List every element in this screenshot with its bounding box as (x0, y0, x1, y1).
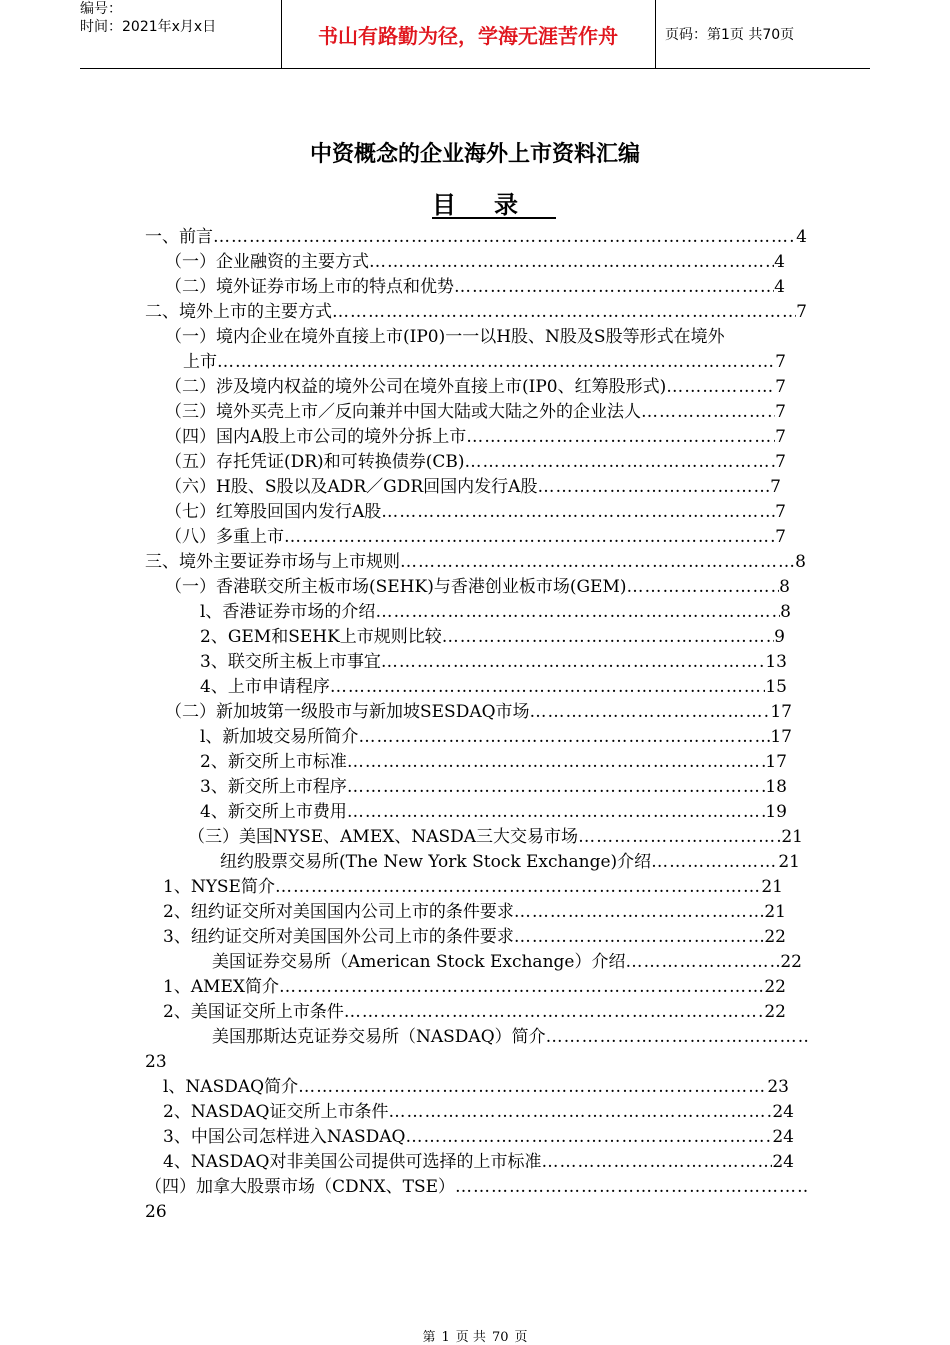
toc-entry[interactable]: （五）存托凭证(DR)和可转换债券(CB) …………………………………………………………………………………………………………………………………………………………………………………………………………………… 7 (165, 450, 786, 474)
toc-entry[interactable]: l、NASDAQ简介 …………………………………………………………………………………………………………………………………………………………………………………………………………………… 23 (163, 1075, 789, 1099)
toc-entry[interactable]: 美国那斯达克证券交易所（NASDAQ）简介 …………………………………………………………………………………………………………………………………………………………………………………………………………………… (212, 1025, 809, 1049)
toc-entry-page[interactable]: 23 (145, 1052, 167, 1072)
header-motto: 书山有路勤为径，学海无涯苦作舟 (318, 23, 618, 48)
toc-entry[interactable]: （二）新加坡第一级股市与新加坡SESDAQ市场 …………………………………………………………………………………………………………………………………………………………………………………………………………………… 17 (165, 700, 792, 724)
toc-entry[interactable]: （二）境外证券市场上市的特点和优势 …………………………………………………………………………………………………………………………………………………………………………………………………………………… 4 (165, 275, 785, 299)
toc-entry[interactable]: 三、境外主要证券市场与上市规则 …………………………………………………………………………………………………………………………………………………………………………………………………………………… 8 (145, 550, 806, 574)
toc-heading: 目录 (432, 190, 556, 219)
toc-entry[interactable]: 4、新交所上市费用 …………………………………………………………………………………………………………………………………………………………………………………………………………………… 19 (200, 800, 787, 824)
toc-entry[interactable]: （二）涉及境内权益的境外公司在境外直接上市(IP0、红筹股形式) …………………………………………………………………………………………………………………………………………………………………………………………………………………… 7 (165, 375, 786, 399)
header-page-label: 页码：第1页 共70页 (665, 27, 795, 43)
toc-entry[interactable]: 4、上市申请程序 …………………………………………………………………………………………………………………………………………………………………………………………………………………… 15 (200, 675, 787, 699)
toc-entry[interactable]: （八）多重上市 …………………………………………………………………………………………………………………………………………………………………………………………………………………… 7 (165, 525, 786, 549)
toc-entry[interactable]: （三）美国NYSE、AMEX、NASDA三大交易市场 …………………………………………………………………………………………………………………………………………………………………………………………………………………… 21 (188, 825, 803, 849)
toc-entry[interactable]: （四）国内A股上市公司的境外分拆上市 …………………………………………………………………………………………………………………………………………………………………………………………………………………… 7 (165, 425, 786, 449)
document-title: 中资概念的企业海外上市资料汇编 (309, 141, 640, 167)
number-label: 编号： (80, 1, 122, 17)
page-footer: 第 1 页 共 70 页 (422, 1330, 528, 1345)
toc-entry[interactable]: 2、新交所上市标准 …………………………………………………………………………………………………………………………………………………………………………………………………………………… 17 (200, 750, 787, 774)
toc-entry[interactable]: 1、NYSE简介 …………………………………………………………………………………………………………………………………………………………………………………………………………………… 21 (163, 875, 783, 899)
toc-entry[interactable]: 3、纽约证交所对美国国外公司上市的条件要求 …………………………………………………………………………………………………………………………………………………………………………………………………………………… 22 (163, 925, 786, 949)
toc-entry[interactable]: 2、NASDAQ证交所上市条件 …………………………………………………………………………………………………………………………………………………………………………………………………………………… 24 (163, 1100, 794, 1124)
toc-entry[interactable]: 一、前言 …………………………………………………………………………………………………………………………………………………………………………………………………………………… 4 (145, 225, 807, 249)
toc-entry[interactable]: 3、中国公司怎样进入NASDAQ …………………………………………………………………………………………………………………………………………………………………………………………………………………… 24 (163, 1125, 794, 1149)
toc-entry[interactable]: 纽约股票交易所(The New York Stock Exchange)介绍 …………………………………………………………………………………………………………………………………………………………………………………………………………………… 21 (220, 850, 800, 874)
current-page: 1 (441, 1330, 450, 1345)
toc-entry[interactable]: （一）香港联交所主板市场(SEHK)与香港创业板市场(GEM) …………………………………………………………………………………………………………………………………………………………………………………………………………………… 8 (165, 575, 790, 599)
toc-entry-page[interactable]: 26 (145, 1202, 167, 1222)
toc-entry[interactable]: （一）境内企业在境外直接上市(IP0)一一以H股、N股及S股等形式在境外 (165, 327, 725, 347)
total-pages: 70 (491, 1330, 509, 1345)
toc-entry[interactable]: （七）红筹股回国内发行A股 …………………………………………………………………………………………………………………………………………………………………………………………………………………… 7 (165, 500, 786, 524)
time-label: 时间：2021年x月x日 (80, 19, 217, 35)
toc-entry[interactable]: 3、新交所上市程序 …………………………………………………………………………………………………………………………………………………………………………………………………………………… 18 (200, 775, 787, 799)
toc-entry[interactable]: （一）企业融资的主要方式 …………………………………………………………………………………………………………………………………………………………………………………………………………………… 4 (165, 250, 785, 274)
page-header (80, 0, 870, 69)
toc-entry[interactable]: 4、NASDAQ对非美国公司提供可选择的上市标准 …………………………………………………………………………………………………………………………………………………………………………………………………………………… 24 (163, 1150, 794, 1174)
toc-entry[interactable]: l、香港证券市场的介绍 …………………………………………………………………………………………………………………………………………………………………………………………………………………… 8 (200, 600, 791, 624)
toc-entry[interactable]: 二、境外上市的主要方式 …………………………………………………………………………………………………………………………………………………………………………………………………………………… 7 (145, 300, 807, 324)
toc-entry[interactable]: 上市 …………………………………………………………………………………………………………………………………………………………………………………………………………………… 7 (183, 350, 786, 374)
toc-entry[interactable]: 2、美国证交所上市条件 …………………………………………………………………………………………………………………………………………………………………………………………………………………… 22 (163, 1000, 786, 1024)
header-divider (655, 0, 656, 68)
toc-entry[interactable]: 2、GEM和SEHK上市规则比较 …………………………………………………………………………………………………………………………………………………………………………………………………………………… 9 (200, 625, 785, 649)
toc-entry[interactable]: 2、纽约证交所对美国国内公司上市的条件要求 …………………………………………………………………………………………………………………………………………………………………………………………………………………… 21 (163, 900, 786, 924)
toc-entry[interactable]: （四）加拿大股票市场（CDNX、TSE） …………………………………………………………………………………………………………………………………………………………………………………………………………………… (145, 1175, 809, 1199)
toc-entry[interactable]: l、新加坡交易所简介 …………………………………………………………………………………………………………………………………………………………………………………………………………………… 17 (200, 725, 792, 749)
toc-entry[interactable]: 1、AMEX简介 …………………………………………………………………………………………………………………………………………………………………………………………………………………… 22 (163, 975, 786, 999)
toc-entry[interactable]: （六）H股、S股以及ADR／GDR回国内发行A股 …………………………………………………………………………………………………………………………………………………………………………………………………………………… 7 (165, 475, 781, 499)
header-meta (80, 0, 280, 68)
toc-entry[interactable]: 3、联交所主板上市事宜 …………………………………………………………………………………………………………………………………………………………………………………………………………………… 13 (200, 650, 787, 674)
toc-entry[interactable]: 美国证券交易所（American Stock Exchange）介绍 …………………………………………………………………………………………………………………………………………………………………………………………………………………… 22 (212, 950, 802, 974)
toc-entry[interactable]: （三）境外买壳上市／反向兼并中国大陆或大陆之外的企业法人 …………………………………………………………………………………………………………………………………………………………………………………………………………………… 7 (165, 400, 786, 424)
